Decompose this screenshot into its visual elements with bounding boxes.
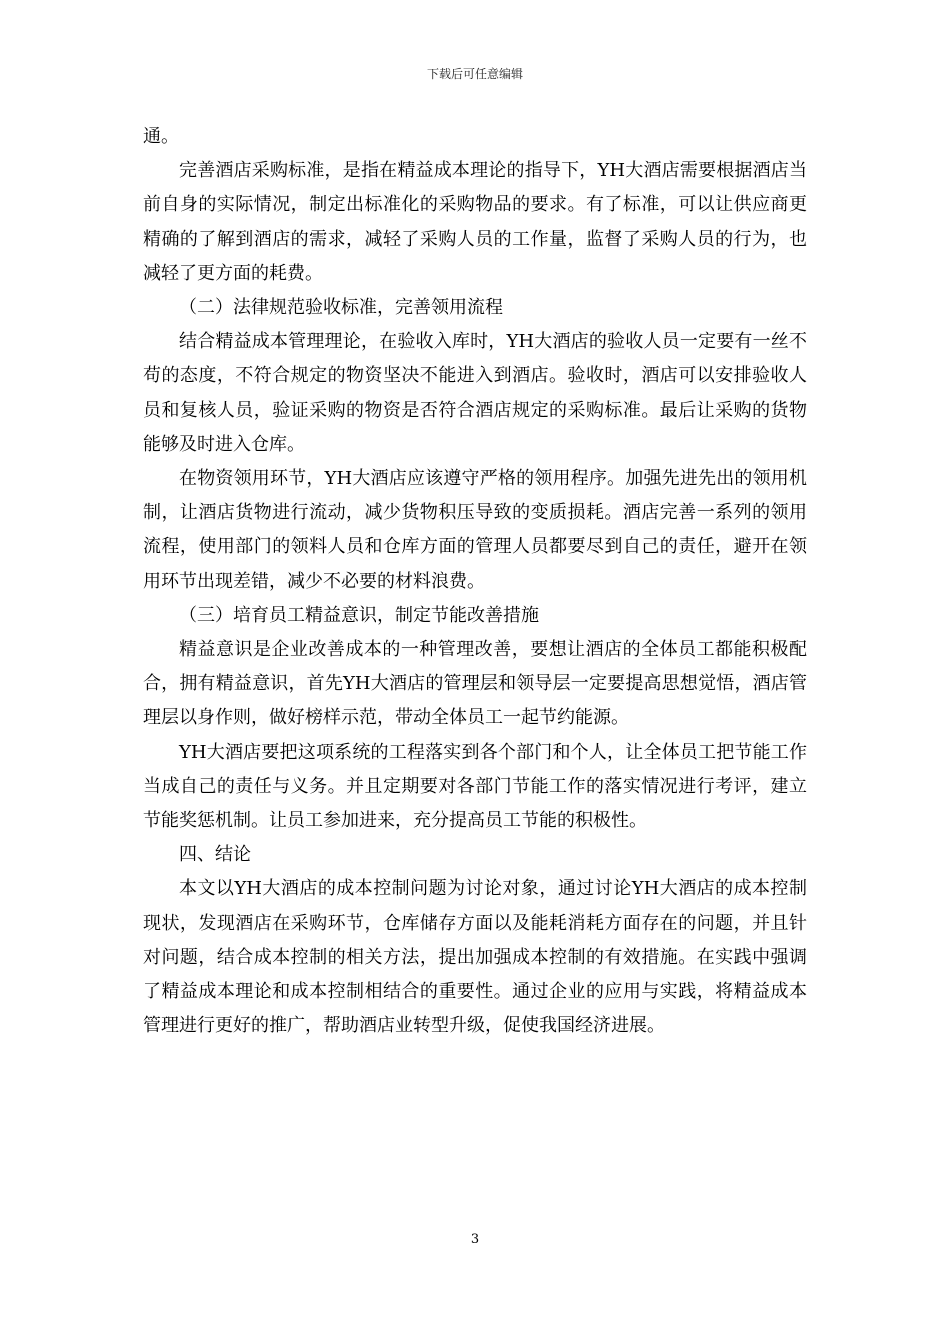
paragraph-continuation: 通。 xyxy=(143,126,179,147)
paragraph-requisition: 在物资领用环节，YH大酒店应该遵守严格的领用程序。加强先进先出的领用机制，让酒店货物进行流动，减少货物积压导致的变质损耗。酒店完善一系列的领用流程，使用部门的领料人员和仓库方面的管理人员都要尽到自己的责任，避开在领用环节出现差错，减少不必要的材料浪费。 xyxy=(143,468,807,592)
document-body xyxy=(143,120,807,1043)
section-heading-conclusion: 四、结论 xyxy=(179,844,251,866)
paragraph-conclusion: 本文以YH大酒店的成本控制问题为讨论对象，通过讨论YH大酒店的成本控制现状，发现酒店在采购环节，仓库储存方面以及能耗消耗方面存在的问题，并且针对问题，结合成本控制的相关方法，提出加强成本控制的有效措施。在实践中强调了精益成本理论和成本控制相结合的重要性。通过企业的应用与实践，将精益成本管理进行更好的推广，帮助酒店业转型升级，促使我国经济进展。 xyxy=(143,878,807,1037)
page-header: 下载后可任意编辑 xyxy=(426,67,523,81)
paragraph-energy-saving: YH大酒店要把这项系统的工程落实到各个部门和个人，让全体员工把节能工作当成自己的责任与义务。并且定期要对各部门节能工作的落实情况进行考评，建立节能奖惩机制。让员工参加进来，充分提高员工节能的积极性。 xyxy=(143,741,807,832)
section-heading-inspection: （二）法律规范验收标准，完善领用流程 xyxy=(179,297,503,319)
paragraph-inspection: 结合精益成本管理理论，在验收入库时，YH大酒店的验收人员一定要有一丝不苟的态度，不符合规定的物资坚决不能进入到酒店。验收时，酒店可以安排验收人员和复核人员，验证采购的物资是否符合酒店规定的采购标准。最后让采购的货物能够及时进入仓库。 xyxy=(143,331,807,455)
section-heading-lean-awareness: （三）培育员工精益意识，制定节能改善措施 xyxy=(179,604,539,626)
page-number: 3 xyxy=(470,1232,480,1247)
paragraph-lean-awareness: 精益意识是企业改善成本的一种管理改善，要想让酒店的全体员工都能积极配合，拥有精益意识，首先YH大酒店的管理层和领导层一定要提高思想觉悟，酒店管理层以身作则，做好榜样示范，带动全体员工一起节约能源。 xyxy=(143,639,807,729)
paragraph-purchasing-standards: 完善酒店采购标准，是指在精益成本理论的指导下，YH大酒店需要根据酒店当前自身的实际情况，制定出标准化的采购物品的要求。有了标准，可以让供应商更精确的了解到酒店的需求，减轻了采购人员的工作量，监督了采购人员的行为，也减轻了更方面的耗费。 xyxy=(143,160,807,284)
